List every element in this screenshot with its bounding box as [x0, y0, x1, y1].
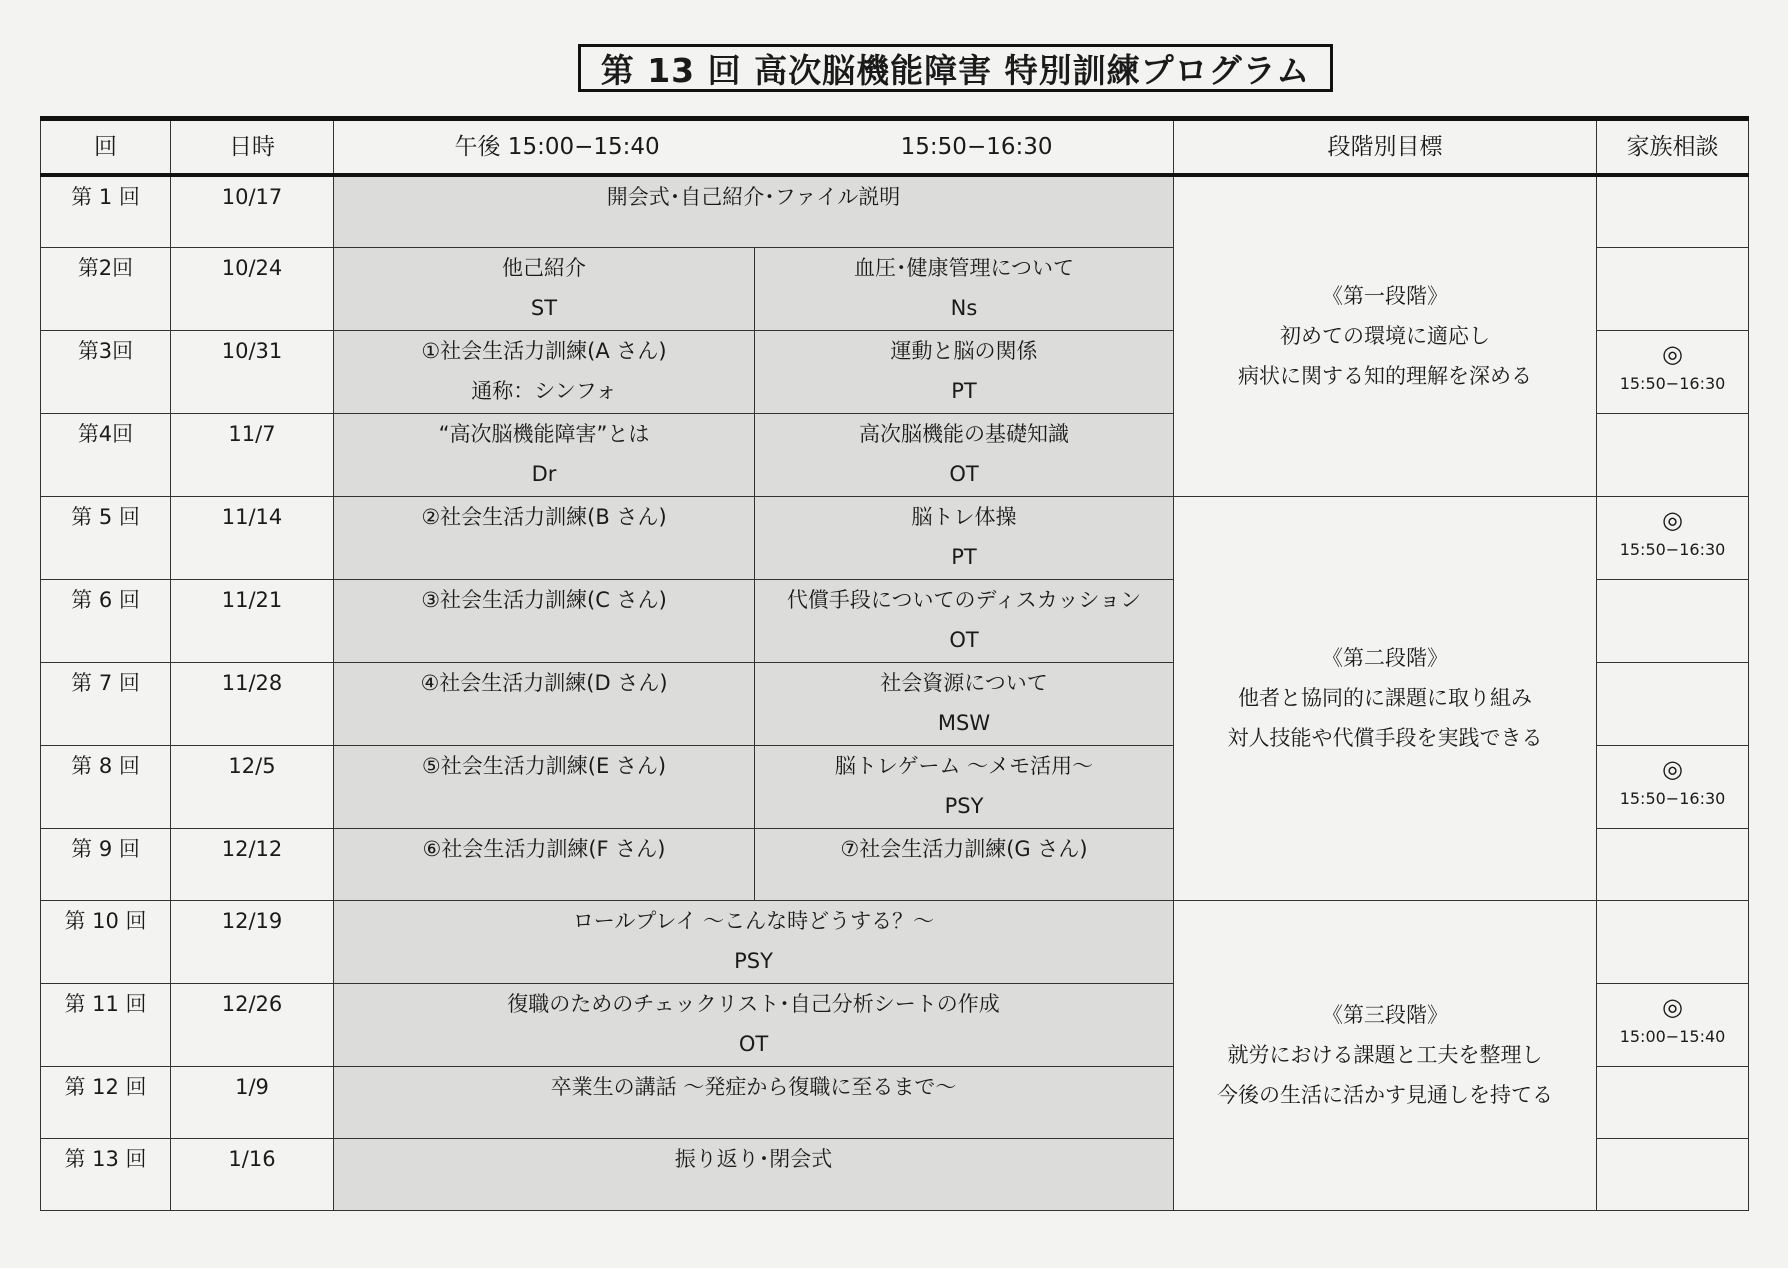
session-a: [334, 413, 755, 496]
session-title: 脳トレ体操: [911, 504, 1017, 529]
table-row: [41, 175, 1749, 247]
session-a: [334, 828, 755, 900]
family-mark: ◎: [1662, 992, 1683, 1021]
family-cell: [1597, 662, 1749, 745]
session-full: [334, 983, 1174, 1066]
family-time: 15:50−16:30: [1619, 788, 1726, 808]
session-title: 血圧･健康管理について: [853, 255, 1075, 280]
family-mark: ◎: [1662, 339, 1683, 368]
family-cell: [1597, 413, 1749, 496]
session-staff: OT: [738, 1031, 769, 1056]
session-full: [334, 900, 1174, 983]
session-title: ⑦社会生活力訓練(G さん): [840, 836, 1088, 861]
date-cell: 10/31: [171, 330, 334, 413]
session-b: [755, 330, 1174, 413]
stage-line: 他者と協同的に課題に取り組み: [1238, 686, 1532, 710]
date-cell: 11/7: [171, 413, 334, 496]
date-cell: 10/17: [171, 175, 334, 247]
date-cell: 12/5: [171, 745, 334, 828]
round-cell: 第 8 回: [41, 745, 171, 828]
stage-line: 病状に関する知的理解を深める: [1238, 364, 1532, 389]
session-full: [334, 1138, 1174, 1210]
session-staff: Dr: [531, 461, 557, 486]
family-cell: [1597, 900, 1749, 983]
session-a: [334, 745, 755, 828]
stage-name: 《第三段階》: [1322, 1003, 1448, 1027]
session-title: ロールプレイ 〜こんな時どうする？〜: [572, 908, 935, 933]
family-time: 15:00−15:40: [1619, 1026, 1726, 1046]
round-cell: 第 1 回: [41, 175, 171, 247]
schedule-table: [40, 116, 1749, 1211]
session-title: ①社会生活力訓練(A さん): [421, 338, 667, 363]
date-cell: 11/28: [171, 662, 334, 745]
session-title: 社会資源について: [880, 670, 1048, 695]
stage-line: 就労における課題と工夫を整理し: [1227, 1043, 1543, 1067]
round-cell: 第2回: [41, 247, 171, 330]
round-cell: 第 6 回: [41, 579, 171, 662]
session-title: ⑥社会生活力訓練(F さん): [422, 836, 666, 861]
stage-line: 初めての環境に適応し: [1280, 324, 1490, 349]
session-title: ③社会生活力訓練(C さん): [421, 587, 667, 612]
date-cell: 12/19: [171, 900, 334, 983]
session-full: [334, 175, 1174, 247]
session-a: [334, 330, 755, 413]
session-staff: PSY: [944, 793, 984, 818]
session-b: [755, 413, 1174, 496]
round-cell: 第4回: [41, 413, 171, 496]
date-cell: 1/9: [171, 1066, 334, 1138]
round-cell: 第3回: [41, 330, 171, 413]
session-staff: Ns: [950, 295, 978, 320]
session-b: [755, 745, 1174, 828]
family-cell: [1597, 247, 1749, 330]
date-cell: 1/16: [171, 1138, 334, 1210]
page-title: 第 13 回 高次脳機能障害 特別訓練プログラム: [578, 44, 1333, 92]
session-staff: PT: [951, 378, 977, 403]
session-b: [755, 662, 1174, 745]
stage-name: 《第一段階》: [1322, 284, 1448, 309]
session-title: 卒業生の講話 〜発症から復職に至るまで〜: [550, 1074, 957, 1099]
session-title: “高次脳機能障害”とは: [438, 421, 650, 446]
header-date: 日時: [171, 119, 334, 176]
session-staff: OT: [949, 461, 979, 486]
date-cell: 12/26: [171, 983, 334, 1066]
date-cell: 12/12: [171, 828, 334, 900]
session-a: [334, 496, 755, 579]
stage-line: 対人技能や代償手段を実践できる: [1227, 726, 1543, 750]
session-title: 運動と脳の関係: [890, 338, 1038, 363]
stage-2: [1174, 496, 1597, 900]
session-a: [334, 247, 755, 330]
header-time-1: 午後 15:00−15:40: [454, 134, 660, 160]
session-b: [755, 579, 1174, 662]
session-staff: 通称：シンフォ: [471, 378, 617, 403]
header-round: 回: [41, 119, 171, 176]
family-cell: [1597, 828, 1749, 900]
family-cell: [1597, 745, 1749, 828]
session-title: ②社会生活力訓練(B さん): [421, 504, 667, 529]
family-cell: [1597, 983, 1749, 1066]
session-b: [755, 247, 1174, 330]
session-title: 高次脳機能の基礎知識: [859, 421, 1069, 446]
stage-1: [1174, 175, 1597, 496]
session-staff: ST: [530, 295, 558, 320]
date-cell: 11/21: [171, 579, 334, 662]
family-time: 15:50−16:30: [1619, 373, 1726, 393]
family-cell: [1597, 175, 1749, 247]
session-full: [334, 1066, 1174, 1138]
round-cell: 第 7 回: [41, 662, 171, 745]
session-b: [755, 828, 1174, 900]
round-cell: 第 9 回: [41, 828, 171, 900]
session-staff: MSW: [937, 710, 991, 735]
date-cell: 10/24: [171, 247, 334, 330]
family-cell: [1597, 496, 1749, 579]
session-title: ④社会生活力訓練(D さん): [420, 670, 668, 695]
session-title: 開会式･自己紹介･ファイル説明: [606, 185, 901, 209]
round-cell: 第 12 回: [41, 1066, 171, 1138]
session-title: ⑤社会生活力訓練(E さん): [421, 753, 667, 778]
session-title: 代償手段についてのディスカッション: [786, 587, 1142, 612]
family-mark: ◎: [1662, 505, 1683, 534]
session-staff: PT: [951, 544, 977, 569]
header-times: [334, 119, 1174, 176]
round-cell: 第 13 回: [41, 1138, 171, 1210]
session-title: 復職のためのチェックリスト･自己分析シートの作成: [507, 991, 1000, 1016]
stage-3: [1174, 900, 1597, 1210]
family-mark: ◎: [1662, 754, 1683, 783]
round-cell: 第 10 回: [41, 900, 171, 983]
header-time-2: 15:50−16:30: [900, 134, 1053, 160]
family-cell: [1597, 579, 1749, 662]
family-cell: [1597, 1138, 1749, 1210]
header-family: 家族相談: [1597, 119, 1749, 176]
round-cell: 第 11 回: [41, 983, 171, 1066]
session-title: 脳トレゲーム 〜メモ活用〜: [834, 753, 1094, 778]
stage-name: 《第二段階》: [1322, 646, 1448, 670]
family-time: 15:50−16:30: [1619, 539, 1726, 559]
session-a: [334, 662, 755, 745]
session-staff: PSY: [734, 948, 773, 973]
session-staff: OT: [949, 627, 979, 652]
stage-line: 今後の生活に活かす見通しを持てる: [1217, 1083, 1553, 1107]
family-cell: [1597, 1066, 1749, 1138]
table-row: [41, 900, 1749, 983]
date-cell: 11/14: [171, 496, 334, 579]
table-row: [41, 496, 1749, 579]
round-cell: 第 5 回: [41, 496, 171, 579]
header-goal: 段階別目標: [1174, 119, 1597, 176]
header-row: [41, 119, 1749, 176]
session-a: [334, 579, 755, 662]
family-cell: [1597, 330, 1749, 413]
session-b: [755, 496, 1174, 579]
session-title: 他己紹介: [502, 255, 586, 280]
session-title: 振り返り･閉会式: [674, 1146, 833, 1171]
